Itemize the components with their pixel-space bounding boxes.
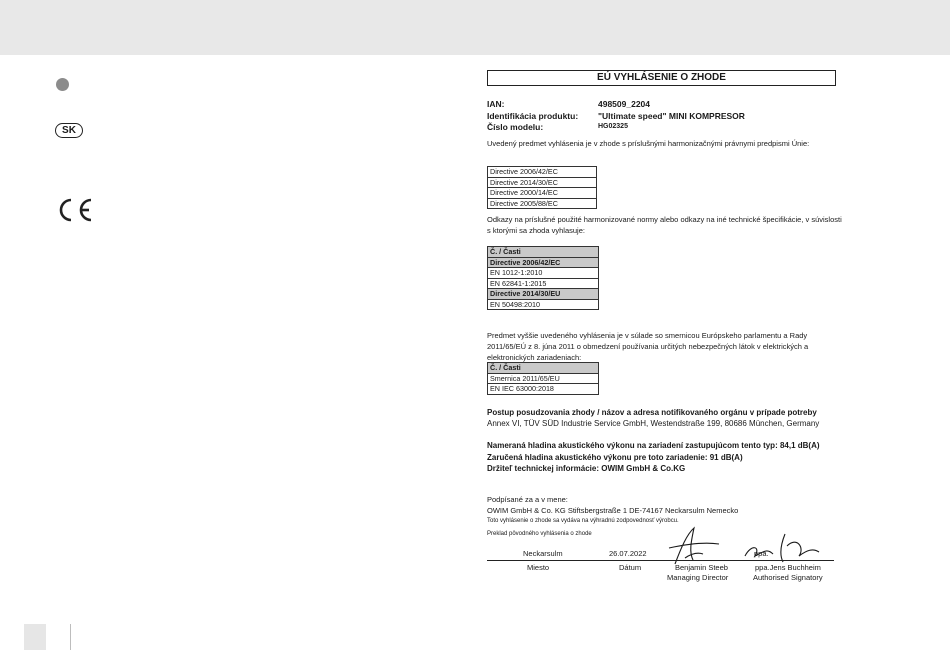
table-row xyxy=(488,188,597,199)
place-label: Miesto xyxy=(527,563,550,572)
table-cell: Directive 2005/88/EC xyxy=(488,198,597,209)
standards-table xyxy=(487,246,599,310)
table-row xyxy=(488,384,599,395)
table-cell: Directive 2006/42/EC xyxy=(488,167,597,178)
declaration-document xyxy=(487,70,847,640)
page-number-box xyxy=(24,624,46,650)
company-address: OWIM GmbH & Co. KG Stiftsbergstraße 1 DE-74167 Neckarsulm Nemecko xyxy=(487,506,739,515)
table-cell: EN 1012-1:2010 xyxy=(488,268,599,279)
table-cell: EN 50498:2010 xyxy=(488,299,599,310)
ian-label: IAN: xyxy=(487,99,505,109)
top-header-bar xyxy=(0,0,950,55)
ian-value: 498509_2204 xyxy=(598,99,651,109)
signed-for-label: Podpísané za a v mene: xyxy=(487,495,568,504)
table-row xyxy=(488,289,599,300)
table-row xyxy=(488,373,599,384)
language-badge: SK xyxy=(55,123,83,138)
table-row xyxy=(488,177,597,188)
signer2-prefix: ppa. xyxy=(754,549,769,558)
date-value: 26.07.2022 xyxy=(609,549,647,558)
table-row xyxy=(488,278,599,289)
table-row xyxy=(488,167,597,178)
table-cell: Directive 2014/30/EU xyxy=(488,289,599,300)
noise-measured: Nameraná hladina akustického výkonu na zariadení zastupujúcom tento typ: 84,1 dB(A) xyxy=(487,441,820,450)
product-label: Identifikácia produktu: xyxy=(487,111,579,121)
table-cell: Č. / Časti xyxy=(488,247,599,258)
tech-info-holder: Držiteľ technickej informácie: OWIM GmbH & Co.KG xyxy=(487,464,686,473)
model-label: Číslo modelu: xyxy=(487,122,544,132)
table-row xyxy=(488,299,599,310)
signer1-title: Managing Director xyxy=(667,573,729,582)
declaration-title: EÚ VYHLÁSENIE O ZHODE xyxy=(487,70,836,86)
procedure-text: Annex VI, TÜV SÜD Industrie Service GmbH, Westendstraße 199, 80686 München, Germany xyxy=(487,419,820,428)
gray-dot-icon xyxy=(56,78,69,91)
procedure-heading: Postup posudzovania zhody / názov a adresa notifikovaného orgánu v prípade potreby xyxy=(487,408,817,417)
table-cell: Directive 2006/42/EC xyxy=(488,257,599,268)
date-label: Dátum xyxy=(619,563,642,572)
table-row xyxy=(488,257,599,268)
table-cell: Directive 2000/14/EC xyxy=(488,188,597,199)
directives-table xyxy=(487,166,597,209)
table-row xyxy=(488,198,597,209)
model-value: HG02325 xyxy=(598,123,628,130)
table-row xyxy=(488,363,599,374)
table-cell: Smernica 2011/65/EU xyxy=(488,373,599,384)
table-cell: EN 62841-1:2015 xyxy=(488,278,599,289)
rohs-table xyxy=(487,362,599,395)
sole-responsibility: Toto vyhlásenie o zhode sa vydáva na výhradnú zodpovednosť výrobcu. xyxy=(487,518,679,524)
noise-guaranteed: Zaručená hladina akustického výkonu pre toto zariadenie: 91 dB(A) xyxy=(487,453,743,462)
product-value: "Ultimate speed" MINI KOMPRESOR xyxy=(598,111,745,121)
conformity-statement: Uvedený predmet vyhlásenia je v zhode s príslušnými harmonizačnými právnymi predpismi Únie: xyxy=(487,139,810,148)
translation-note: Preklad pôvodného vyhlásenia o zhode xyxy=(487,531,592,537)
standards-intro: Odkazy na príslušné použité harmonizované normy alebo odkazy na iné technické špecifikácie, v súvislosti s ktorými sa zhoda vyhlasuje: xyxy=(487,215,842,235)
ce-mark-icon xyxy=(55,196,95,224)
table-cell: Č. / Časti xyxy=(488,363,599,374)
table-cell: EN IEC 63000:2018 xyxy=(488,384,599,395)
signer1-name: Benjamin Steeb xyxy=(675,563,728,572)
page-divider xyxy=(70,624,71,650)
signature-line xyxy=(487,560,834,561)
table-cell: Directive 2014/30/EC xyxy=(488,177,597,188)
place-value: Neckarsulm xyxy=(523,549,563,558)
signer2-name: ppa.Jens Buchheim xyxy=(755,563,821,572)
table-row xyxy=(488,247,599,258)
table-row xyxy=(488,268,599,279)
rohs-statement: Predmet vyššie uvedeného vyhlásenia je v súlade so smernicou Európskeho parlamentu a Rady 2011/65/EÚ z 8. júna 2011 o obmedzení používania určitých nebezpečných látok v elektrických a elektronických zariadeniach: xyxy=(487,331,809,362)
signer2-title: Authorised Signatory xyxy=(753,573,823,582)
